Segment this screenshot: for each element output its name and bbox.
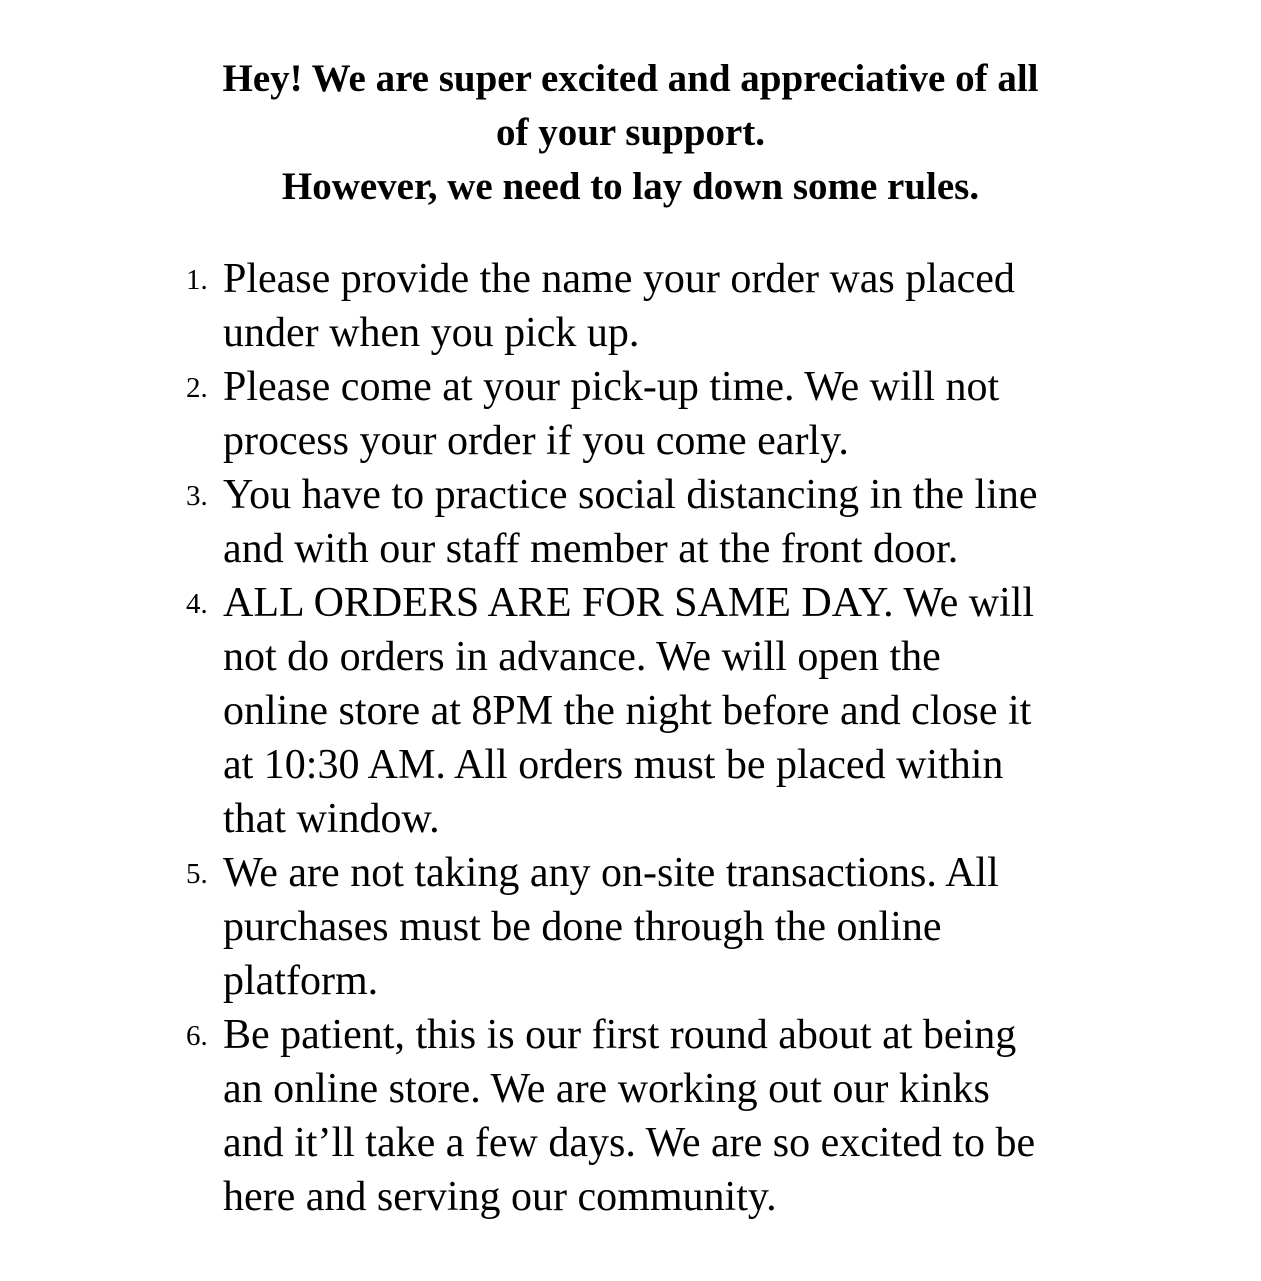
rule-text-line: under when you pick up.: [223, 310, 640, 356]
rule-text-line: Be patient, this is our first round about at being: [223, 1012, 1017, 1058]
rules-list: [180, 252, 1140, 1224]
rule-number: 3.: [186, 480, 208, 512]
rule-text-line: an online store. We are working out our kinks: [223, 1066, 990, 1112]
rule-number: 5.: [186, 858, 208, 890]
rule-text-line: purchases must be done through the online: [223, 904, 942, 950]
rule-item-5: [180, 846, 1140, 1008]
rule-item-4: [180, 576, 1140, 846]
rule-text-line: here and serving our community.: [223, 1174, 777, 1220]
rule-text-line: not do orders in advance. We will open the: [223, 634, 941, 680]
rule-text-line: Please come at your pick-up time. We will not: [223, 364, 1000, 410]
heading-line: Hey! We are super excited and appreciative of all: [222, 57, 1039, 100]
rule-text-line: and with our staff member at the front door.: [223, 526, 959, 572]
rule-item-1: [180, 252, 1140, 360]
rule-text-line: ALL ORDERS ARE FOR SAME DAY. We will: [223, 580, 1035, 626]
rule-item-6: [180, 1008, 1140, 1224]
notice-heading: [140, 52, 1121, 214]
rule-number: 1.: [186, 264, 208, 296]
rule-item-2: [180, 360, 1140, 468]
rule-number: 2.: [186, 372, 208, 404]
rule-text-line: that window.: [223, 796, 440, 842]
rule-text-line: platform.: [223, 958, 379, 1004]
heading-line: of your support.: [495, 111, 766, 154]
rule-number: 4.: [186, 588, 208, 620]
rule-text-line: at 10:30 AM. All orders must be placed within: [223, 742, 1004, 788]
rule-text-line: We are not taking any on-site transactions. All: [223, 850, 999, 896]
rule-text-line: You have to practice social distancing in the line: [223, 472, 1038, 518]
rule-text-line: online store at 8PM the night before and close it: [223, 688, 1032, 734]
heading-line: However, we need to lay down some rules.: [281, 165, 980, 208]
rule-text-line: Please provide the name your order was placed: [223, 256, 1015, 302]
rule-text-line: process your order if you come early.: [223, 418, 849, 464]
rule-item-3: [180, 468, 1140, 576]
rule-text-line: and it’ll take a few days. We are so excited to be: [223, 1120, 1036, 1166]
rule-number: 6.: [186, 1020, 208, 1052]
